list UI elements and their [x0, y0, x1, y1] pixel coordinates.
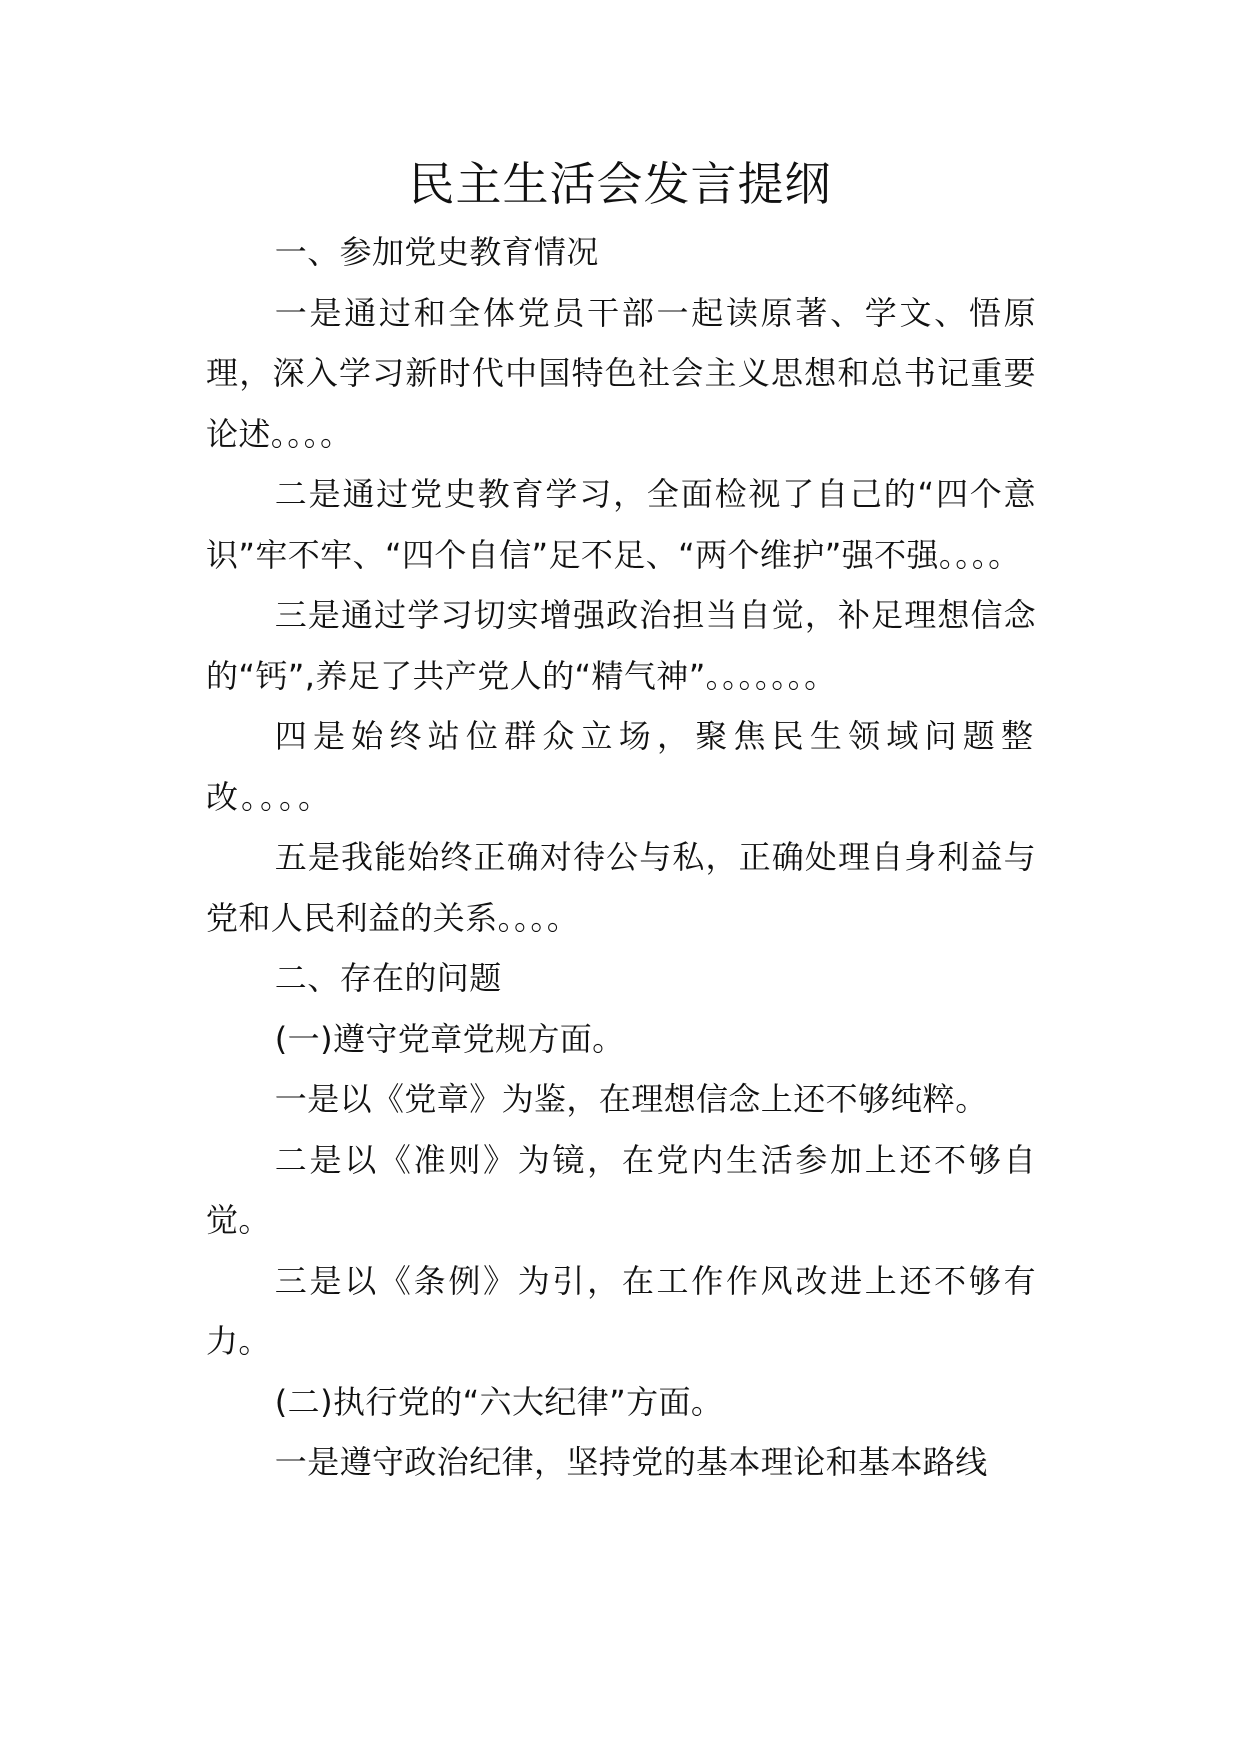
subsection-heading-2: (二)执行党的“六大纪律”方面。: [274, 1382, 724, 1421]
subsection-heading-1: (一)遵守党章党规方面。: [274, 1019, 625, 1058]
paragraph-3: 三是通过学习切实增强政治担当自觉，补足理想信念的“钙”,养足了共产党人的“精气神”。。。。。。。: [206, 596, 1036, 695]
paragraph-7: 二是以《准则》为镜，在党内生活参加上还不够自觉。: [206, 1140, 1036, 1239]
paragraph-8: 三是以《条例》为引，在工作作风改进上还不够有力。: [206, 1261, 1036, 1360]
document-body: [206, 222, 1036, 1493]
document-title: 民主生活会发言提纲: [408, 157, 832, 211]
paragraph-2: 二是通过党史教育学习，全面检视了自己的“四个意识”牢不牢、“四个自信”足不足、“两个维护”强不强。。。。: [206, 475, 1036, 574]
paragraph-6: 一是以《党章》为鉴，在理想信念上还不够纯粹。: [274, 1080, 988, 1118]
paragraph-4: 四是始终站位群众立场，聚焦民生领域问题整改。。。。: [206, 717, 1036, 816]
paragraph-5: 五是我能始终正确对待公与私，正确处理自身利益与党和人民利益的关系。。。。: [206, 838, 1036, 937]
paragraph-9: 一是遵守政治纪律，坚持党的基本理论和基本路线: [274, 1443, 988, 1481]
section-heading-1: 一、参加党史教育情况: [274, 233, 599, 271]
paragraph-1: 一是通过和全体党员干部一起读原著、学文、悟原理，深入学习新时代中国特色社会主义思想和总书记重要论述。。。。: [206, 293, 1036, 453]
section-heading-2: 二、存在的问题: [274, 959, 502, 997]
